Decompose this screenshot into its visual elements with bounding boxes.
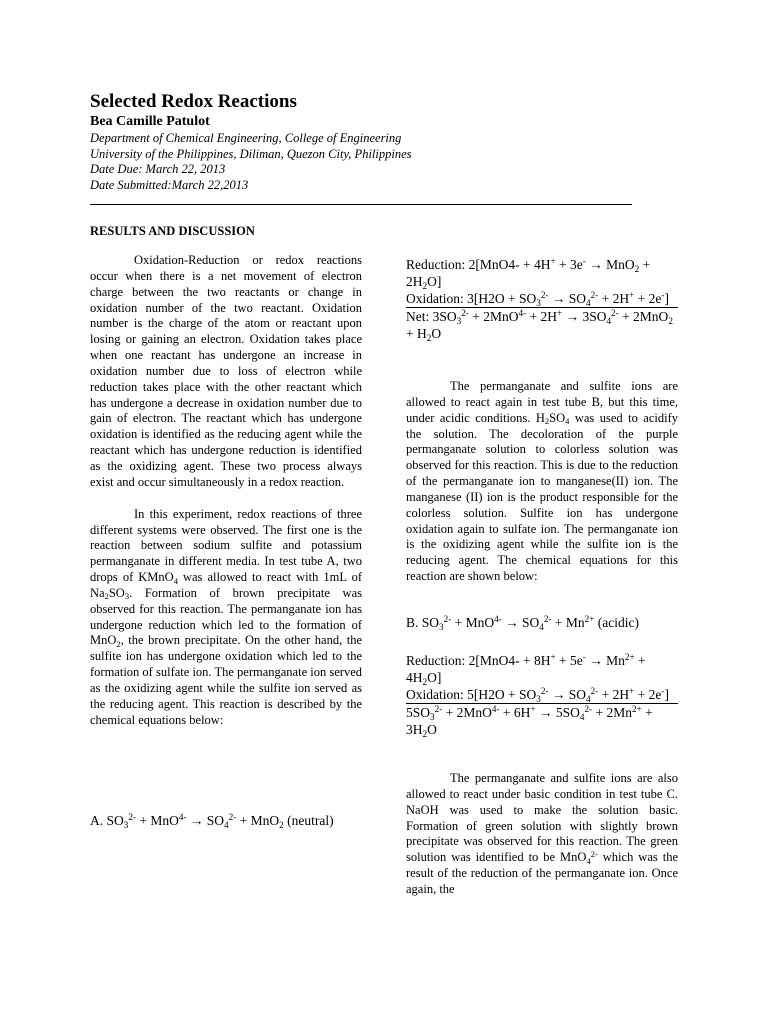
reduction-b: Reduction: $2[MnO4- + 8H^+ + 5e^- \to Mn^{2+} + 4H_2O]$ [406,651,646,687]
paragraph-basic: The permanganate and sulfite ions are also allowed to react under basic condition in test tube C. NaOH was used to make the solution basic. Formation of green solution with slightly brown precipitate was observed for this reaction. The green solution was identified to be MnO$_4^{2-}$ which was the result of the reduction of the permanganate ion. Once again, the [406,771,678,896]
oxidation-b: Oxidation: $5[H2O + SO_3^{2-} \to SO_4^{2-} + 2H^+ + 2e^-]$ [406,685,669,704]
right-column-paragraph-c [406,771,678,898]
net-a: Net: $3SO_3^{2-} + 2MnO^{4-} + 2H^+ \to 3SO_4^{2-} + 2MnO_2 + H_2O$ [406,307,673,343]
reduction-a: Reduction: $2[MnO4- + 4H^+ + 3e^- \to MnO_2 + 2H_2O]$ [406,255,651,291]
paragraph-redox-intro: Oxidation-Reduction or redox reactions occur when there is a net movement of electron charge between the two reactants or change in oxidation number of the two reactant. Oxidation number is the charge of the atom or reactant upon losing or gaining an electron. Oxidation takes place when one reactant has undergone an increase in oxidation number due to loss of electron while reduction takes place with the other reactant which has undergone a decrease in oxidation number due to gain of electron. The reactant which has undergone oxidation is identified as the reducing agent while the reactant which has undergone reduction is identified as the oxidizing agent. These two process always exist and occur simultaneously in a redox reaction. [90,253,362,489]
right-column-paragraph-b [406,379,678,585]
university-line: University of the Philippines, Diliman, Quezon City, Philippines [90,146,412,161]
affiliation-block [90,131,412,193]
date-submitted-line: Date Submitted:March 22,2013 [90,177,249,192]
left-column [90,253,362,728]
author-name: Bea Camille Patulot [90,114,210,129]
equation-a: A. $SO_3^{2-} + MnO^{4-} \to SO_4^{2-} + MnO_2$ (neutral) [90,811,334,830]
date-due-line: Date Due: March 22, 2013 [90,162,226,176]
equation-b: B. $SO_3^{2-} + MnO^{4-} \to SO_4^{2-} + Mn^{2+}$ (acidic) [406,613,639,632]
header-divider [90,204,632,205]
equations-b-halfreactions [406,652,678,738]
equations-a-halfreactions [406,256,678,342]
net-b: $5SO_3^{2-} + 2MnO^{4-} + 6H^+ \to 5SO_4^{2-} + 2Mn^{2+} + 3H_2O$ [406,703,653,739]
paper-title: Selected Redox Reactions [90,91,297,112]
department-line: Department of Chemical Engineering, College of Engineering [90,131,402,145]
paragraph-experiment: In this experiment, redox reactions of three different systems were observed. The first one is the reaction between sodium sulfite and potassium permanganate in different media. In test tube A, two drops of KMnO$_4$ was allowed to react with 1mL of $Na_2SO_3$. Formation of brown precipitate was observed for this reaction. The permanganate ion has undergone reduction which led to the formation of MnO$_2$, the brown precipitate. On the other hand, the sulfite ion has undergone oxidation which led to the formation of sulfate ion. The permanganate ion served as the oxidizing agent while the sulfite ion served as the reducing agent. This reaction is described by the chemical equations below: [90,506,362,727]
paragraph-acidic: The permanganate and sulfite ions are allowed to react again in test tube B, but this time, under acidic conditions. $H_2SO_4$ was used to acidify the solution. The decoloration of the purple permanganate solution to colorless solution was observed for this reaction. This is due to the reduction of the permanganate ion to manganese(II) ion. The manganese (II) ion is the product responsible for the colorless solution. Sulfite ion has undergone oxidation again to sulfate ion. The permanganate ion is the oxidizing agent while the sulfite ion is the reducing agent. The chemical equations for this reaction are shown below: [406,379,678,584]
oxidation-a: Oxidation: $3[H2O + SO_3^{2-} \to SO_4^{2-} + 2H^+ + 2e^-]$ [406,289,669,308]
section-heading: RESULTS AND DISCUSSION [90,224,255,238]
